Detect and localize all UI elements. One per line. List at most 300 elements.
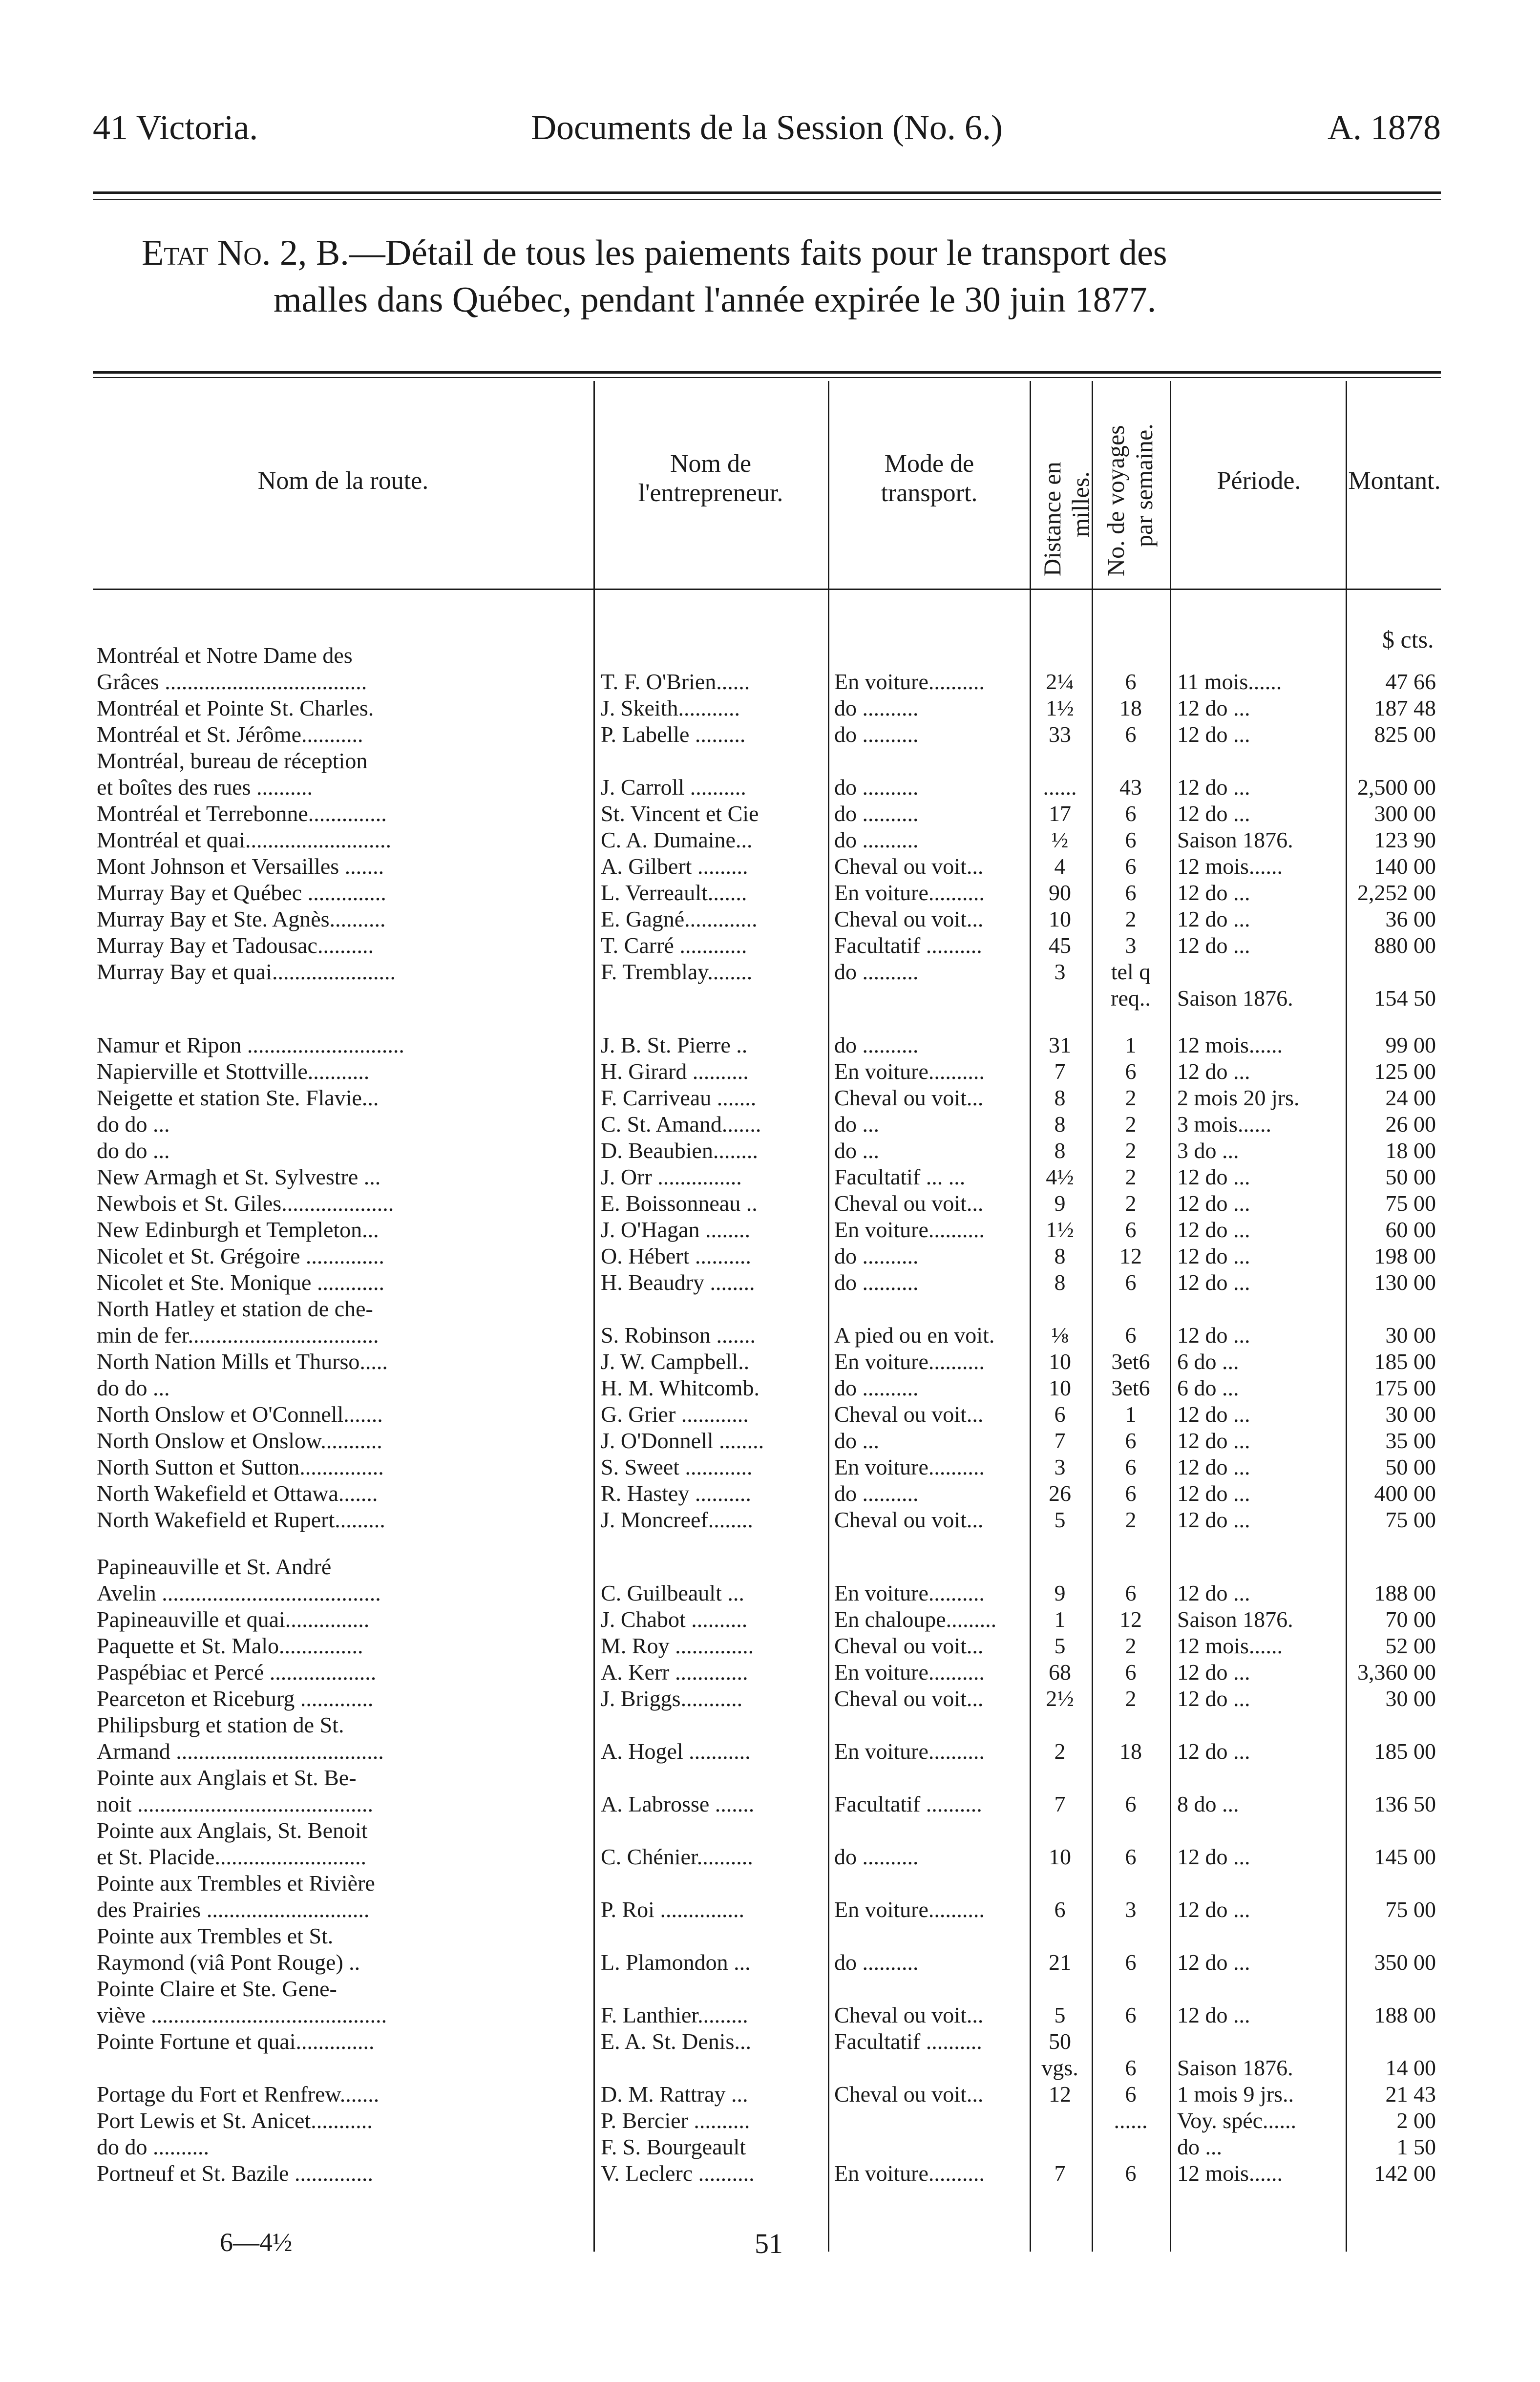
table-row bbox=[93, 1138, 1441, 1164]
header-amount: Montant. bbox=[1348, 467, 1441, 495]
cell-period: 12 do ... bbox=[1177, 696, 1250, 720]
cell-period: 12 do ... bbox=[1177, 1660, 1250, 1685]
cell-amount: 36 00 bbox=[1385, 906, 1436, 931]
cell-distance: 9 bbox=[1054, 1581, 1066, 1605]
cell-period: Saison 1876. bbox=[1177, 827, 1293, 852]
cell-route: Murray Bay et quai...................... bbox=[97, 959, 396, 984]
cell-period: 2 mois 20 jrs. bbox=[1177, 1085, 1300, 1110]
cell-voyages: 6 bbox=[1125, 1323, 1137, 1348]
cell-voyages: 3 bbox=[1125, 933, 1137, 958]
cell-route: Mont Johnson et Versailles ....... bbox=[97, 854, 384, 879]
cell-mode: En chaloupe......... bbox=[834, 1607, 997, 1632]
cell-amount: 140 00 bbox=[1374, 854, 1436, 879]
cell-amount: 1 50 bbox=[1396, 2134, 1436, 2159]
cell-route: Papineauville et quai............... bbox=[97, 1607, 370, 1632]
cell-voyages: 3et6 bbox=[1111, 1375, 1150, 1400]
cell-voyages: 2 bbox=[1125, 1686, 1137, 1711]
cell-route: Pointe aux Anglais et St. Be- bbox=[97, 1765, 357, 1790]
cell-contractor: D. M. Rattray ... bbox=[601, 2082, 748, 2107]
cell-contractor: L. Plamondon ... bbox=[601, 1950, 751, 1975]
cell-mode: do .......... bbox=[834, 1950, 919, 1975]
cell-contractor: C. St. Amand....... bbox=[601, 1112, 761, 1137]
cell-contractor: J. W. Campbell.. bbox=[601, 1349, 750, 1374]
cell-mode: do .......... bbox=[834, 959, 919, 984]
cell-distance: 2½ bbox=[1046, 1686, 1074, 1711]
header-voyages-line-1: No. de voyages bbox=[1102, 425, 1129, 576]
header-route: Nom de la route. bbox=[257, 467, 429, 495]
table-row bbox=[93, 669, 1441, 695]
cell-voyages: 2 bbox=[1125, 1633, 1137, 1658]
cell-amount: 880 00 bbox=[1374, 933, 1436, 958]
cell-mode: Facultatif .......... bbox=[834, 933, 982, 958]
cell-amount: 75 00 bbox=[1385, 1191, 1436, 1216]
cell-distance: 31 bbox=[1049, 1033, 1071, 1057]
table-row bbox=[93, 1580, 1441, 1606]
cell-period: 1 mois 9 jrs.. bbox=[1177, 2082, 1294, 2107]
cell-voyages: req.. bbox=[1111, 986, 1151, 1011]
cell-distance: 1½ bbox=[1046, 696, 1074, 720]
running-head bbox=[93, 107, 1441, 161]
cell-route: North Wakefield et Rupert......... bbox=[97, 1507, 385, 1532]
cell-amount: 136 50 bbox=[1374, 1792, 1436, 1816]
table-row bbox=[93, 1923, 1441, 1949]
cell-route: Portneuf et St. Bazile .............. bbox=[97, 2161, 373, 2186]
cell-mode: do .......... bbox=[834, 1270, 919, 1295]
cell-mode: Cheval ou voit... bbox=[834, 1191, 984, 1216]
cell-period: 12 do ... bbox=[1177, 880, 1250, 905]
table-row bbox=[93, 2028, 1441, 2055]
cell-voyages: 43 bbox=[1119, 775, 1142, 800]
cell-mode: En voiture.......... bbox=[834, 880, 985, 905]
table-row bbox=[93, 2134, 1441, 2160]
cell-mode: Cheval ou voit... bbox=[834, 854, 984, 879]
title-line-1 bbox=[93, 230, 1441, 276]
cell-amount: 188 00 bbox=[1374, 2003, 1436, 2027]
cell-amount: 125 00 bbox=[1374, 1059, 1436, 1084]
cell-voyages: 6 bbox=[1125, 1428, 1137, 1453]
cell-contractor: J. Chabot .......... bbox=[601, 1607, 748, 1632]
cell-period: Saison 1876. bbox=[1177, 1607, 1293, 1632]
cell-contractor: P. Labelle ......... bbox=[601, 722, 746, 747]
cell-distance: 5 bbox=[1054, 1633, 1066, 1658]
cell-voyages: 12 bbox=[1119, 1607, 1142, 1632]
cell-period: 12 mois...... bbox=[1177, 1633, 1283, 1658]
cell-contractor: G. Grier ............ bbox=[601, 1402, 749, 1427]
table-row bbox=[93, 1686, 1441, 1712]
cell-distance: 4 bbox=[1054, 854, 1066, 879]
cell-period: 12 do ... bbox=[1177, 1581, 1250, 1605]
cell-route: Montréal et St. Jérôme........... bbox=[97, 722, 363, 747]
cell-period: 6 do ... bbox=[1177, 1375, 1239, 1400]
cell-voyages: 6 bbox=[1125, 801, 1137, 826]
cell-period: 12 do ... bbox=[1177, 1739, 1250, 1764]
cell-route: North Sutton et Sutton............... bbox=[97, 1454, 384, 1479]
cell-route: Papineauville et St. André bbox=[97, 1554, 332, 1579]
cell-period: 12 do ... bbox=[1177, 1217, 1250, 1242]
cell-contractor: C. Chénier.......... bbox=[601, 1844, 753, 1869]
table-row bbox=[93, 1507, 1441, 1533]
cell-voyages: 6 bbox=[1125, 1217, 1137, 1242]
table-row bbox=[93, 2160, 1441, 2187]
table-row bbox=[93, 1817, 1441, 1844]
table-header-rule bbox=[93, 589, 1441, 590]
cell-contractor: F. Carriveau ....... bbox=[601, 1085, 757, 1110]
cell-distance: ½ bbox=[1051, 827, 1069, 852]
table-row bbox=[93, 932, 1441, 959]
cell-voyages: 3 bbox=[1125, 1897, 1137, 1922]
cell-route: North Wakefield et Ottawa....... bbox=[97, 1481, 378, 1506]
cell-contractor: J. O'Hagan ........ bbox=[601, 1217, 750, 1242]
cell-route: Montréal et Pointe St. Charles. bbox=[97, 696, 374, 720]
cell-amount: 2,252 00 bbox=[1357, 880, 1436, 905]
cell-period: 12 do ... bbox=[1177, 1059, 1250, 1084]
cell-contractor: J. Orr ............... bbox=[601, 1164, 742, 1189]
cell-route: Montréal et quai.......................... bbox=[97, 827, 392, 852]
cell-voyages: 2 bbox=[1125, 1138, 1137, 1163]
table-row bbox=[93, 1870, 1441, 1897]
table-row bbox=[93, 827, 1441, 853]
header-distance-line-1: Distance en bbox=[1038, 462, 1066, 576]
cell-contractor: V. Leclerc .......... bbox=[601, 2161, 755, 2186]
cell-contractor: F. Lanthier......... bbox=[601, 2003, 748, 2027]
cell-distance: 8 bbox=[1054, 1112, 1066, 1137]
table-row bbox=[93, 853, 1441, 880]
table-row bbox=[93, 1012, 1441, 1032]
cell-amount: 60 00 bbox=[1385, 1217, 1436, 1242]
cell-period: 12 mois...... bbox=[1177, 1033, 1283, 1057]
cell-distance: 9 bbox=[1054, 1191, 1066, 1216]
cell-contractor: M. Roy .............. bbox=[601, 1633, 754, 1658]
cell-contractor: D. Beaubien........ bbox=[601, 1138, 758, 1163]
cell-distance: 3 bbox=[1054, 1454, 1066, 1479]
cell-mode: Cheval ou voit... bbox=[834, 1507, 984, 1532]
table-row bbox=[93, 1738, 1441, 1765]
table-row bbox=[93, 1428, 1441, 1454]
cell-mode: Facultatif ... ... bbox=[834, 1164, 966, 1189]
cell-route: viève .......................................... bbox=[97, 2003, 387, 2027]
cell-distance: 50 bbox=[1049, 2029, 1071, 2054]
header-distance bbox=[1038, 462, 1095, 576]
cell-voyages: 6 bbox=[1125, 1454, 1137, 1479]
cell-distance: 10 bbox=[1049, 1349, 1071, 1374]
cell-voyages: 18 bbox=[1119, 1739, 1142, 1764]
header-rule-thick bbox=[93, 191, 1441, 194]
cell-distance: 26 bbox=[1049, 1481, 1071, 1506]
cell-period: 12 do ... bbox=[1177, 1454, 1250, 1479]
cell-period: 12 do ... bbox=[1177, 2003, 1250, 2027]
cell-contractor: L. Verreault....... bbox=[601, 880, 747, 905]
cell-amount: 175 00 bbox=[1374, 1375, 1436, 1400]
cell-contractor: J. Moncreef........ bbox=[601, 1507, 753, 1532]
cell-contractor: A. Hogel ........... bbox=[601, 1739, 751, 1764]
cell-distance: 6 bbox=[1054, 1897, 1066, 1922]
table-row bbox=[93, 1633, 1441, 1659]
cell-amount: 3,360 00 bbox=[1357, 1660, 1436, 1685]
cell-period: 12 do ... bbox=[1177, 1950, 1250, 1975]
cell-distance: 5 bbox=[1054, 2003, 1066, 2027]
cell-route: noit .......................................... bbox=[97, 1792, 374, 1816]
cell-route: Avelin ....................................... bbox=[97, 1581, 381, 1605]
header-contractor-line-1: Nom de bbox=[670, 450, 752, 478]
cell-contractor: J. O'Donnell ........ bbox=[601, 1428, 764, 1453]
cell-route: do do ... bbox=[97, 1375, 170, 1400]
cell-amount: 14 00 bbox=[1385, 2055, 1436, 2080]
cell-amount: 142 00 bbox=[1374, 2161, 1436, 2186]
page-number: 51 bbox=[755, 2228, 783, 2259]
header-voyages-line-2: par semaine. bbox=[1130, 423, 1158, 547]
statement-title bbox=[93, 230, 1441, 323]
cell-period: 11 mois...... bbox=[1177, 669, 1282, 694]
cell-mode: do .......... bbox=[834, 696, 919, 720]
cell-contractor: J. Briggs........... bbox=[601, 1686, 743, 1711]
cell-voyages: 6 bbox=[1125, 1792, 1137, 1816]
cell-distance: 4½ bbox=[1046, 1164, 1074, 1189]
running-head-left: 41 Victoria. bbox=[93, 108, 258, 147]
cell-amount: 30 00 bbox=[1385, 1323, 1436, 1348]
cell-mode: do .......... bbox=[834, 1481, 919, 1506]
cell-amount: 350 00 bbox=[1374, 1950, 1436, 1975]
cell-period: do ... bbox=[1177, 2134, 1222, 2159]
cell-voyages: 6 bbox=[1125, 2082, 1137, 2107]
cell-amount: 50 00 bbox=[1385, 1454, 1436, 1479]
cell-period: Voy. spéc...... bbox=[1177, 2108, 1297, 2133]
cell-mode: Cheval ou voit... bbox=[834, 1686, 984, 1711]
cell-voyages: 6 bbox=[1125, 2003, 1137, 2027]
cell-voyages: 1 bbox=[1125, 1402, 1137, 1427]
cell-distance: 2¼ bbox=[1046, 669, 1074, 694]
cell-route: Napierville et Stottville........... bbox=[97, 1059, 370, 1084]
cell-period: 12 do ... bbox=[1177, 1507, 1250, 1532]
table-row bbox=[93, 1897, 1441, 1923]
cell-period: 12 do ... bbox=[1177, 1270, 1250, 1295]
cell-contractor: A. Kerr ............. bbox=[601, 1660, 748, 1685]
cell-period: 12 do ... bbox=[1177, 1844, 1250, 1869]
table-row bbox=[93, 801, 1441, 827]
cell-route: Namur et Ripon ............................ bbox=[97, 1033, 404, 1057]
running-head-center: Documents de la Session (No. 6.) bbox=[531, 108, 1003, 147]
cell-period: 12 do ... bbox=[1177, 1686, 1250, 1711]
table-row bbox=[93, 1454, 1441, 1480]
cell-voyages: 6 bbox=[1125, 1581, 1137, 1605]
cell-period: 12 do ... bbox=[1177, 1428, 1250, 1453]
cell-period: 3 mois...... bbox=[1177, 1112, 1271, 1137]
cell-route: Philipsburg et station de St. bbox=[97, 1712, 344, 1737]
cell-route: Murray Bay et Québec .............. bbox=[97, 880, 386, 905]
cell-distance: ...... bbox=[1043, 775, 1077, 800]
cell-mode: Cheval ou voit... bbox=[834, 2003, 984, 2027]
cell-contractor: P. Bercier .......... bbox=[601, 2108, 750, 2133]
cell-voyages: 2 bbox=[1125, 1112, 1137, 1137]
table-row bbox=[93, 2081, 1441, 2108]
cell-period: 12 mois...... bbox=[1177, 2161, 1283, 2186]
cell-voyages: 6 bbox=[1125, 880, 1137, 905]
table-row bbox=[93, 985, 1441, 1012]
cell-contractor: A. Gilbert ......... bbox=[601, 854, 748, 879]
cell-distance: 10 bbox=[1049, 906, 1071, 931]
cell-route: North Nation Mills et Thurso..... bbox=[97, 1349, 388, 1374]
cell-route: Port Lewis et St. Anicet........... bbox=[97, 2108, 373, 2133]
cell-contractor: S. Robinson ....... bbox=[601, 1323, 756, 1348]
table-row bbox=[93, 1190, 1441, 1217]
cell-route: Murray Bay et Tadousac.......... bbox=[97, 933, 374, 958]
cell-mode: do ... bbox=[834, 1112, 879, 1137]
cell-route: min de fer.................................. bbox=[97, 1323, 379, 1348]
cell-distance: 10 bbox=[1049, 1375, 1071, 1400]
cell-amount: 75 00 bbox=[1385, 1897, 1436, 1922]
cell-mode: En voiture.......... bbox=[834, 1581, 985, 1605]
cell-route: New Edinburgh et Templeton... bbox=[97, 1217, 379, 1242]
cell-mode: do .......... bbox=[834, 722, 919, 747]
cell-contractor: C. Guilbeault ... bbox=[601, 1581, 744, 1605]
cell-distance: 1½ bbox=[1046, 1217, 1074, 1242]
table-body bbox=[93, 642, 1441, 2187]
cell-distance: 8 bbox=[1054, 1085, 1066, 1110]
cell-amount: 400 00 bbox=[1374, 1481, 1436, 1506]
cell-period: 12 do ... bbox=[1177, 1191, 1250, 1216]
cell-voyages: 2 bbox=[1125, 906, 1137, 931]
cell-mode: Cheval ou voit... bbox=[834, 2082, 984, 2107]
table-row bbox=[93, 880, 1441, 906]
cell-route: Neigette et station Ste. Flavie... bbox=[97, 1085, 379, 1110]
cell-contractor: S. Sweet ............ bbox=[601, 1454, 753, 1479]
cell-mode: do ... bbox=[834, 1428, 879, 1453]
cell-mode: En voiture.......... bbox=[834, 1660, 985, 1685]
cell-contractor: E. Gagné............. bbox=[601, 906, 758, 931]
cell-amount: 24 00 bbox=[1385, 1085, 1436, 1110]
cell-amount: 188 00 bbox=[1374, 1581, 1436, 1605]
cell-route: Montréal, bureau de réception bbox=[97, 748, 368, 773]
cell-mode: En voiture.......... bbox=[834, 1454, 985, 1479]
cell-contractor: E. Boissonneau .. bbox=[601, 1191, 758, 1216]
cell-amount: 130 00 bbox=[1374, 1270, 1436, 1295]
table-row bbox=[93, 1111, 1441, 1138]
cell-voyages: ...... bbox=[1114, 2108, 1148, 2133]
table-row bbox=[93, 1058, 1441, 1085]
cell-route: Pointe Fortune et quai.............. bbox=[97, 2029, 375, 2054]
table-row bbox=[93, 2108, 1441, 2134]
cell-route: Nicolet et Ste. Monique ............ bbox=[97, 1270, 384, 1295]
cell-voyages: tel q bbox=[1111, 959, 1151, 984]
cell-distance: 45 bbox=[1049, 933, 1071, 958]
table-row bbox=[93, 1164, 1441, 1190]
cell-voyages: 6 bbox=[1125, 827, 1137, 852]
table-row bbox=[93, 642, 1441, 669]
table-row bbox=[93, 959, 1441, 985]
table-row bbox=[93, 1322, 1441, 1349]
signature-mark: 6—4½ bbox=[220, 2228, 293, 2257]
cell-voyages: 6 bbox=[1125, 854, 1137, 879]
cell-period: 6 do ... bbox=[1177, 1349, 1239, 1374]
cell-distance: 68 bbox=[1049, 1660, 1071, 1685]
cell-distance: 17 bbox=[1049, 801, 1071, 826]
cell-amount: 123 90 bbox=[1374, 827, 1436, 852]
cell-period: 12 do ... bbox=[1177, 1897, 1250, 1922]
table-row bbox=[93, 1296, 1441, 1322]
cell-voyages: 18 bbox=[1119, 696, 1142, 720]
cell-amount: 154 50 bbox=[1374, 986, 1436, 1011]
cell-contractor: J. Carroll .......... bbox=[601, 775, 746, 800]
cell-period: 12 do ... bbox=[1177, 906, 1250, 931]
cell-contractor: P. Roi ............... bbox=[601, 1897, 744, 1922]
cell-amount: 145 00 bbox=[1374, 1844, 1436, 1869]
cell-period: 12 do ... bbox=[1177, 1481, 1250, 1506]
cell-route: North Onslow et Onslow........... bbox=[97, 1428, 382, 1453]
cell-voyages: 1 bbox=[1125, 1033, 1137, 1057]
table-row bbox=[93, 1844, 1441, 1870]
cell-voyages: 6 bbox=[1125, 2055, 1137, 2080]
cell-contractor: H. Beaudry ........ bbox=[601, 1270, 755, 1295]
cell-route: Pointe Claire et Ste. Gene- bbox=[97, 1976, 337, 2001]
cell-route: Pointe aux Trembles et Rivière bbox=[97, 1871, 375, 1896]
header-distance-line-2: milles. bbox=[1067, 471, 1094, 537]
cell-mode: Cheval ou voit... bbox=[834, 1633, 984, 1658]
cell-amount: 18 00 bbox=[1385, 1138, 1436, 1163]
cell-distance: 33 bbox=[1049, 722, 1071, 747]
cell-route: do do ... bbox=[97, 1112, 170, 1137]
cell-voyages: 6 bbox=[1125, 1844, 1137, 1869]
table-row bbox=[93, 1606, 1441, 1633]
cell-amount: 198 00 bbox=[1374, 1244, 1436, 1268]
table-row bbox=[93, 1480, 1441, 1507]
cell-distance: 1 bbox=[1054, 1607, 1066, 1632]
cell-route: Pointe aux Anglais, St. Benoit bbox=[97, 1818, 368, 1843]
cell-period: 12 do ... bbox=[1177, 722, 1250, 747]
cell-period: 12 do ... bbox=[1177, 1164, 1250, 1189]
cell-amount: 35 00 bbox=[1385, 1428, 1436, 1453]
cell-mode: do .......... bbox=[834, 1244, 919, 1268]
cell-mode: En voiture.......... bbox=[834, 1739, 985, 1764]
title-line-2: malles dans Québec, pendant l'année expirée le 30 juin 1877. bbox=[274, 280, 1157, 320]
cell-route: Grâces .................................... bbox=[97, 669, 367, 694]
table-row bbox=[93, 748, 1441, 774]
cell-voyages: 6 bbox=[1125, 1270, 1137, 1295]
cell-route: Montréal et Terrebonne.............. bbox=[97, 801, 387, 826]
header-mode bbox=[830, 449, 1028, 508]
cell-distance: 21 bbox=[1049, 1950, 1071, 1975]
table-row bbox=[93, 695, 1441, 721]
cell-contractor: T. Carré ............ bbox=[601, 933, 747, 958]
cell-amount: 47 66 bbox=[1385, 669, 1436, 694]
table-row bbox=[93, 774, 1441, 801]
header-contractor-line-2: l'entrepreneur. bbox=[638, 479, 783, 507]
cell-period: 8 do ... bbox=[1177, 1792, 1239, 1816]
cell-amount: 50 00 bbox=[1385, 1164, 1436, 1189]
header-voyages bbox=[1101, 423, 1158, 576]
table-row bbox=[93, 1349, 1441, 1375]
cell-voyages: 6 bbox=[1125, 1660, 1137, 1685]
cell-period: 12 mois...... bbox=[1177, 854, 1283, 879]
cell-mode: Facultatif .......... bbox=[834, 1792, 982, 1816]
cell-contractor: J. B. St. Pierre .. bbox=[601, 1033, 748, 1057]
table-row bbox=[93, 1243, 1441, 1269]
cell-route: Paspébiac et Percé ................... bbox=[97, 1660, 377, 1685]
cell-contractor: H. Girard .......... bbox=[601, 1059, 749, 1084]
cell-amount: 185 00 bbox=[1374, 1739, 1436, 1764]
cell-route: Pearceton et Riceburg ............. bbox=[97, 1686, 374, 1711]
cell-amount: 2 00 bbox=[1396, 2108, 1436, 2133]
cell-voyages: 3et6 bbox=[1111, 1349, 1150, 1374]
cell-mode: A pied ou en voit. bbox=[834, 1323, 995, 1348]
cell-amount: 70 00 bbox=[1385, 1607, 1436, 1632]
table-row bbox=[93, 1765, 1441, 1791]
cell-distance: 6 bbox=[1054, 1402, 1066, 1427]
cell-route: Montréal et Notre Dame des bbox=[97, 643, 353, 668]
running-head-right: A. 1878 bbox=[1328, 108, 1441, 147]
cell-amount: 52 00 bbox=[1385, 1633, 1436, 1658]
table-row bbox=[93, 1032, 1441, 1058]
cell-route: Pointe aux Trembles et St. bbox=[97, 1923, 334, 1948]
cell-route: North Hatley et station de che- bbox=[97, 1296, 373, 1321]
